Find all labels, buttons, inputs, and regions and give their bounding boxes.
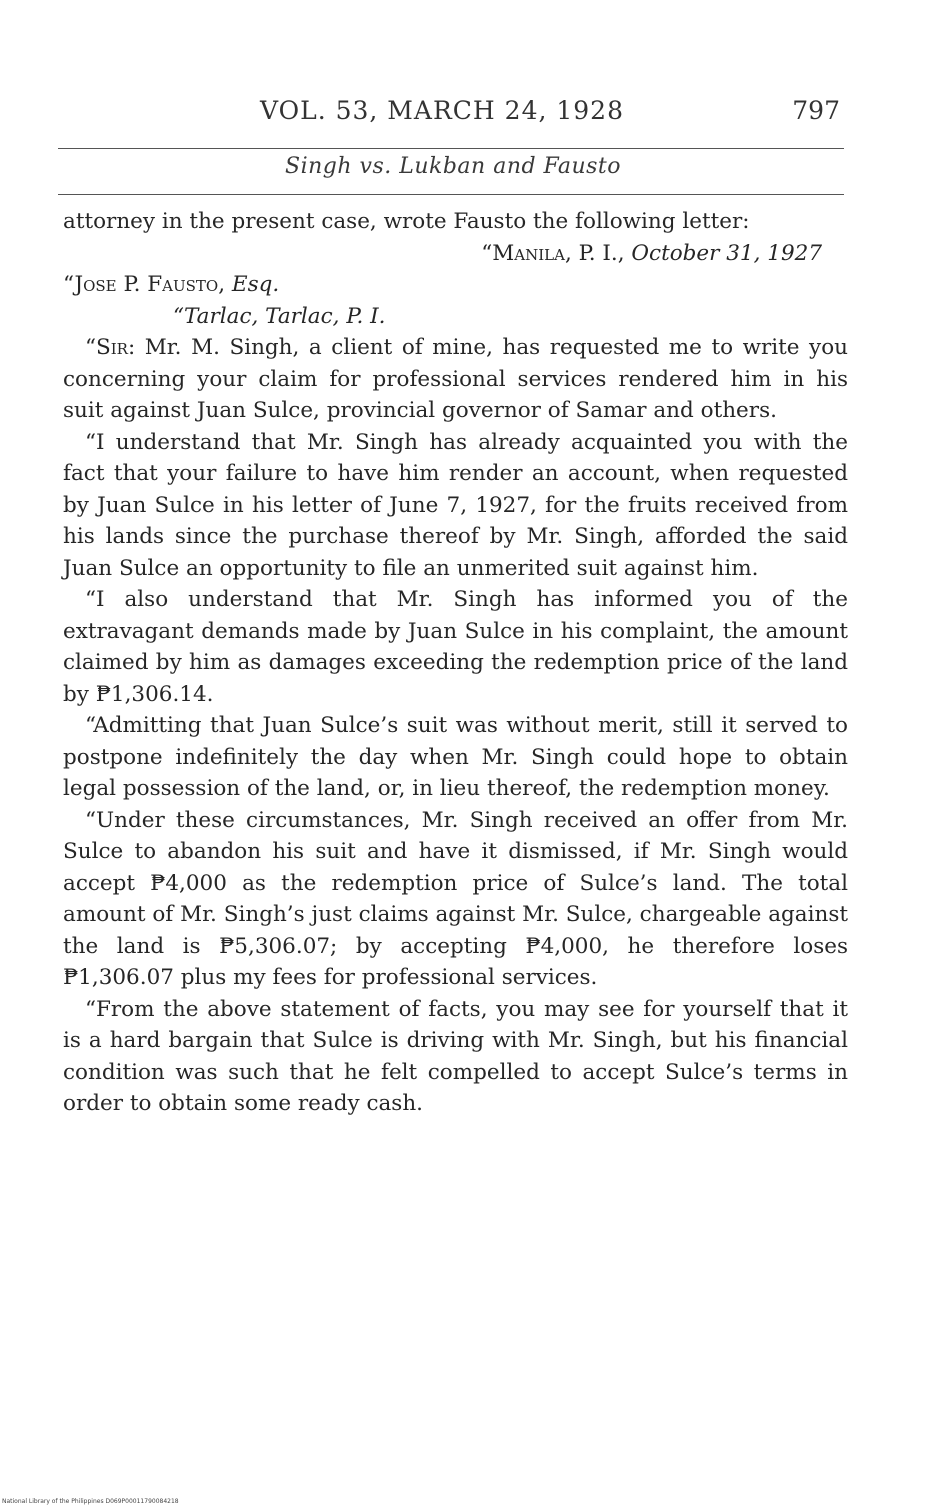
letter-dateline [63,238,848,270]
paragraph-intro: attorney in the present case, wrote Fausto the following letter: [63,209,750,234]
paragraph-2: “I understand that Mr. Singh has already acquainted you with the fact that your failure to have him render an account, when requested by Juan Sulce in his letter of June 7, 1927, for the fruits received from his lands since the purchase thereof by Mr. Singh, afforded the said Juan Sulce an opportunity to file an unmerited suit against him. [63,429,848,581]
header-rule-bottom [58,194,844,195]
volume-title: VOL. 53, MARCH 24, 1928 [260,96,624,125]
paragraph-1-text: Mr. M. Singh, a client of mine, has requested me to write you concerning your claim for professional services rendered him in his suit against Juan Sulce, provincial governor of Samar and others. [63,335,848,423]
paragraph-5: “Under these circumstances, Mr. Singh received an offer from Mr. Sulce to abandon his suit and have it dismissed, if Mr. Singh would accept ₱4,000 as the redemption price of Sulce’s land. The total amount of Mr. Singh’s just claims against Mr. Sulce, chargeable against the land is ₱5,306.07; by accepting ₱4,000, he therefore loses ₱1,306.07 plus my fees for professional services. [63,807,848,990]
letter-addressee [63,269,848,301]
salutation: “Sir: [85,335,136,360]
addressee-title: Esq. [231,272,280,297]
dateline-place: “Manila, P. I., [481,240,625,266]
page-number: 797 [792,96,840,125]
running-title: Singh vs. Lukban and Fausto [285,154,621,179]
page-header [60,96,850,136]
header-rule-top [58,148,844,149]
addressee-place: “Tarlac, Tarlac, P. I. [173,303,386,329]
paragraph-6: “From the above statement of facts, you may see for yourself that it is a hard bargain that Sulce is driving with Mr. Singh, but his financial condition was such that he felt compelled to accept Sulce’s terms in order to obtain some ready cash. [63,996,848,1116]
source-footer: National Library of the Philippines D069P00011790084218 [2,1498,179,1505]
paragraph-4: “Admitting that Juan Sulce’s suit was without merit, still it served to postpone indefinitely the day when Mr. Singh could hope to obtain legal possession of the land, or, in lieu thereof, the redemption money. [63,713,848,801]
addressee-name: “Jose P. Fausto, [63,272,226,297]
dateline-date: October 31, 1927 [631,240,822,266]
body-text [63,206,848,1120]
paragraph-1 [63,332,848,427]
paragraph-3: “I also understand that Mr. Singh has informed you of the extravagant demands made by Juan Sulce in his complaint, the amount claimed by him as damages exceeding the redemption price of the land by ₱1,306.14. [63,587,848,707]
